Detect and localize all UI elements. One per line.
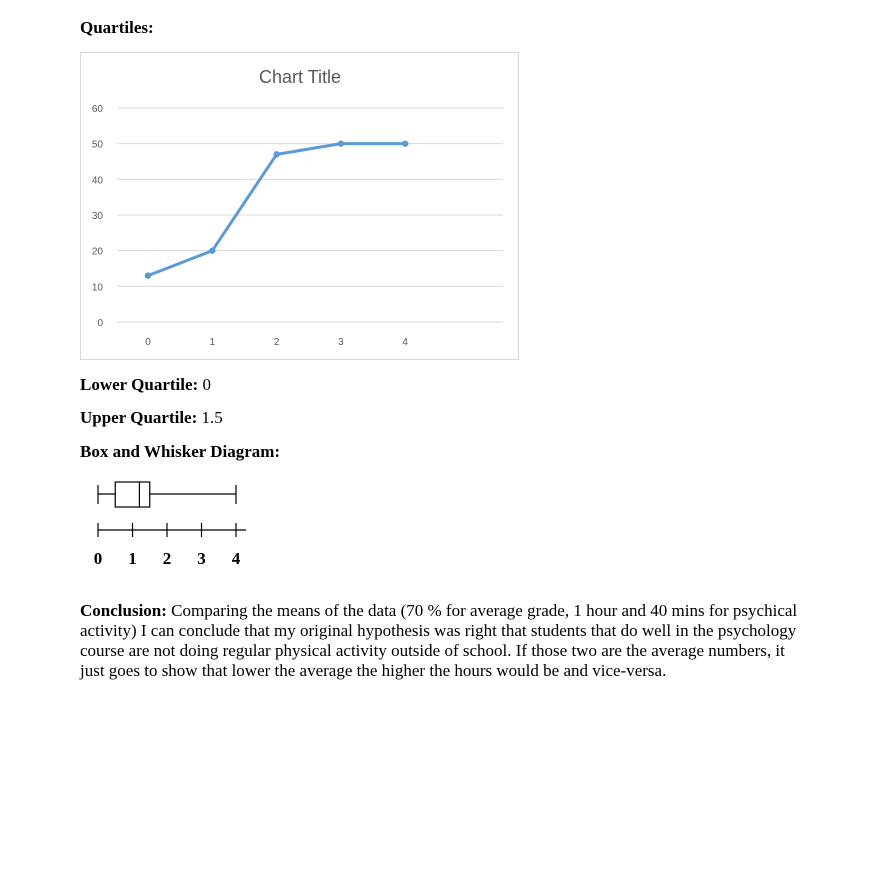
x-tick-label: 1 <box>209 337 216 348</box>
quartile-box <box>115 482 150 507</box>
line-chart <box>80 52 519 360</box>
x-tick-label: 0 <box>145 337 151 348</box>
number-line-label: 1 <box>128 549 137 568</box>
lower-quartile-line <box>80 375 211 395</box>
chart-title: Chart Title <box>258 67 342 87</box>
data-point <box>145 272 151 278</box>
data-point <box>209 247 215 253</box>
number-line-label: 2 <box>162 549 172 568</box>
upper-quartile-line <box>80 408 223 428</box>
line-chart-svg <box>81 53 518 359</box>
x-tick-label: 3 <box>338 337 344 348</box>
lower-quartile-value: 0 <box>202 375 211 394</box>
data-point <box>273 151 279 157</box>
box-whisker-svg <box>80 474 252 570</box>
y-tick-label: 40 <box>91 175 103 187</box>
upper-quartile-value: 1.5 <box>201 408 223 427</box>
series-line <box>148 144 405 276</box>
number-line-label: 0 <box>93 549 103 568</box>
x-tick-label: 2 <box>273 337 280 348</box>
conclusion-label: Conclusion: <box>80 601 167 620</box>
data-point <box>338 140 344 146</box>
number-line-label: 4 <box>231 549 241 568</box>
y-tick-label: 0 <box>97 318 103 329</box>
data-point <box>402 140 408 146</box>
upper-quartile-label: Upper Quartile: <box>80 408 198 427</box>
section-heading-quartiles: Quartiles: <box>80 18 154 37</box>
y-tick-label: 60 <box>91 104 103 115</box>
conclusion-paragraph <box>80 601 800 681</box>
conclusion-text: Comparing the means of the data (70 % for average grade, 1 hour and 40 mins for psychical activity) I can conclude that my original hypothesis was right that students that do well in the psychology course are not doing regular physical activity outside of school. If those two are the average numbers, it just goes to show that lower the average the higher the hours would be and vice-versa. <box>80 601 798 680</box>
y-tick-label: 20 <box>91 246 103 258</box>
number-line-label: 3 <box>197 549 206 568</box>
x-tick-label: 4 <box>402 337 408 348</box>
y-tick-label: 10 <box>91 282 103 294</box>
y-tick-label: 30 <box>91 211 103 222</box>
box-whisker-diagram <box>80 474 252 570</box>
box-whisker-heading: Box and Whisker Diagram: <box>80 442 281 461</box>
lower-quartile-label: Lower Quartile: <box>80 375 199 394</box>
y-tick-label: 50 <box>91 139 103 151</box>
